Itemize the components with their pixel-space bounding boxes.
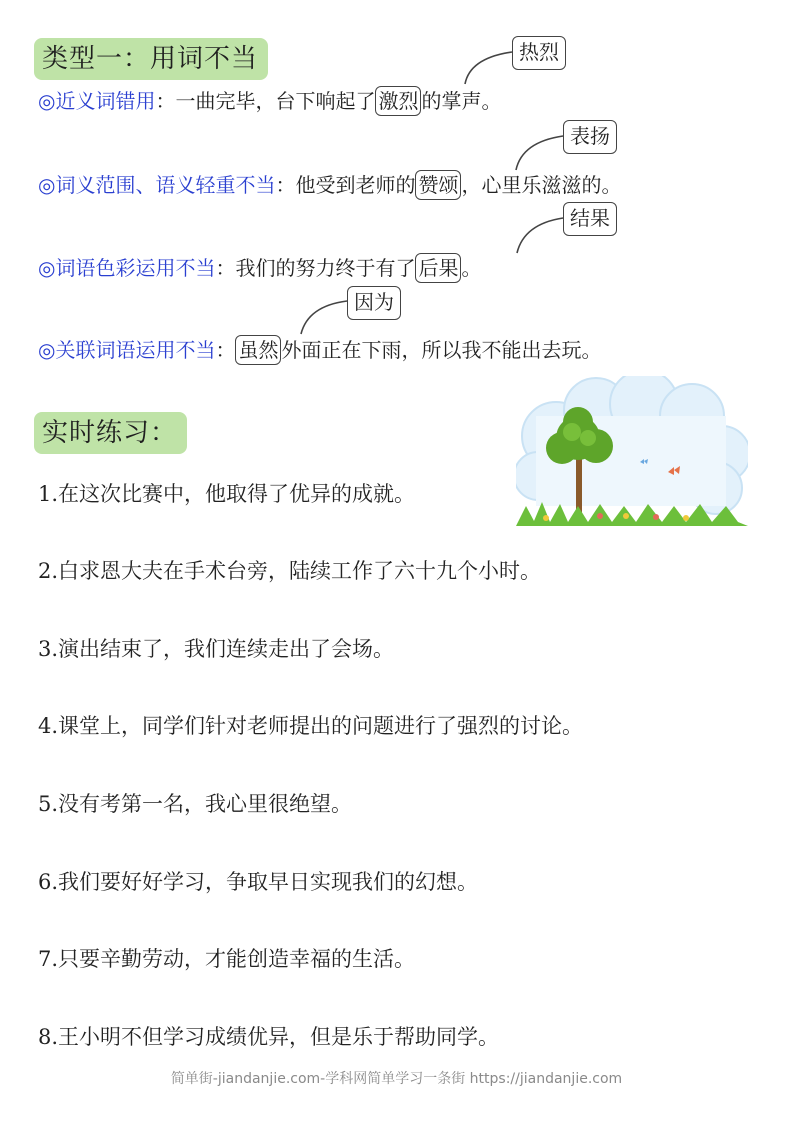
row-colon: ： xyxy=(215,338,236,362)
exercise-7: 7.只要辛勤劳动，才能创造幸福的生活。 xyxy=(38,947,416,971)
example-row-3 xyxy=(38,253,481,283)
correction-box-3: 结果 xyxy=(563,202,617,236)
exercise-1: 1.在这次比赛中，他取得了优异的成就。 xyxy=(38,482,416,506)
row-colon: ： xyxy=(275,173,296,197)
row-text-before: 我们的努力终于有了 xyxy=(235,256,416,280)
exercise-6: 6.我们要好好学习，争取早日实现我们的幻想。 xyxy=(38,870,479,894)
correction-box-4: 因为 xyxy=(347,286,401,320)
wrong-word-box: 后果 xyxy=(415,253,461,283)
exercise-2: 2.白求恩大夫在手术台旁，陆续工作了六十九个小时。 xyxy=(38,559,542,583)
exercise-8: 8.王小明不但学习成绩优异，但是乐于帮助同学。 xyxy=(38,1025,500,1049)
example-row-4 xyxy=(38,335,601,365)
exercise-4: 4.课堂上，同学们针对老师提出的问题进行了强烈的讨论。 xyxy=(38,714,584,738)
row-text-after: 外面正在下雨，所以我不能出去玩。 xyxy=(281,338,602,362)
page-footer: 简单街-jiandanjie.com-学科网简单学习一条街 https://jiandanjie.com xyxy=(170,1071,623,1087)
row-label: ◎词义范围、语义轻重不当 xyxy=(38,173,276,197)
exercise-5: 5.没有考第一名，我心里很绝望。 xyxy=(38,792,353,816)
row-text-before: 他受到老师的 xyxy=(295,173,416,197)
row-text-after: 的掌声。 xyxy=(421,89,502,113)
correction-box-1: 热烈 xyxy=(512,36,566,70)
exercise-3: 3.演出结束了，我们连续走出了会场。 xyxy=(38,637,395,661)
row-text-after: 。 xyxy=(461,256,482,280)
wrong-word-box: 赞颂 xyxy=(415,170,461,200)
row-label: ◎词语色彩运用不当 xyxy=(38,256,216,280)
row-colon: ： xyxy=(215,256,236,280)
row-text-after: ，心里乐滋滋的。 xyxy=(461,173,622,197)
correction-box-2: 表扬 xyxy=(563,120,617,154)
row-label: ◎关联词语运用不当 xyxy=(38,338,216,362)
row-label: ◎近义词错用 xyxy=(38,89,156,113)
section-heading-practice: 实时练习： xyxy=(34,412,187,454)
row-text-before: 一曲完毕，台下响起了 xyxy=(175,89,376,113)
section-heading-type-one: 类型一：用词不当 xyxy=(34,38,268,80)
tree-meadow-illustration xyxy=(516,376,748,526)
row-colon: ： xyxy=(155,89,176,113)
wrong-word-box: 激烈 xyxy=(375,86,421,116)
wrong-word-box: 虽然 xyxy=(235,335,281,365)
example-row-1 xyxy=(38,86,501,116)
example-row-2 xyxy=(38,170,621,200)
